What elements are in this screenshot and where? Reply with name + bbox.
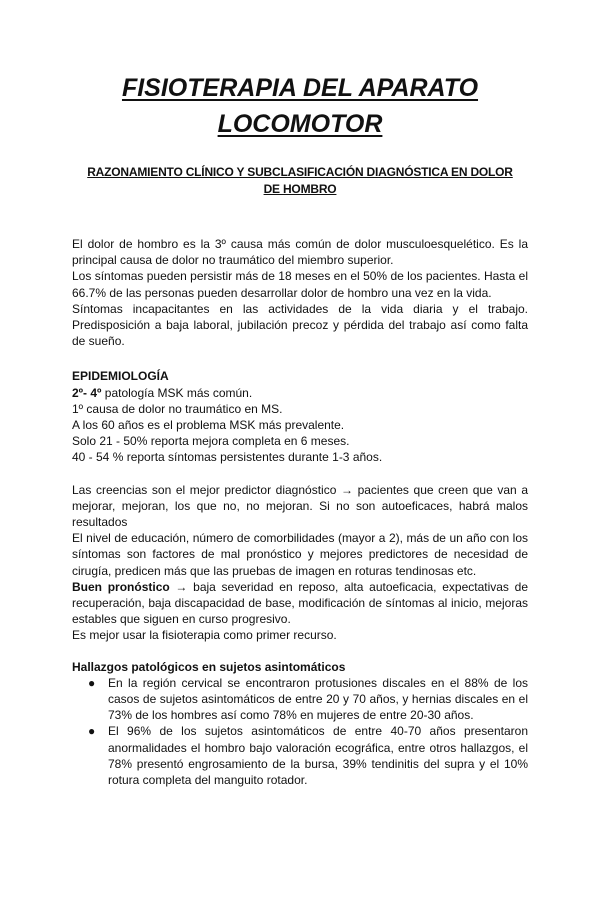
bullet-icon: ● (88, 675, 96, 690)
good-prognosis-label: Buen pronóstico (72, 579, 170, 594)
epidemiology-list (72, 385, 528, 466)
intro-paragraph-2: Los síntomas pueden persistir más de 18 meses en el 50% de los pacientes. Hasta el 66.7% de las personas pueden desarrollar dolor de hombro una vez en la vida. (72, 269, 528, 300)
beliefs-paragraph: Las creencias son el mejor predictor diagnóstico → pacientes que creen que van a mejorar, mejoran, los que no, no mejoran. Si no son autoeficaces, habrá malos resultados (72, 482, 528, 530)
epidemiology-item-4: Solo 21 - 50% reporta mejora completa en 6 meses. (72, 434, 350, 449)
findings-item-2 (72, 723, 528, 788)
findings-heading: Hallazgos patológicos en sujetos asintomáticos (72, 659, 346, 674)
document-title (72, 70, 528, 142)
findings-list (72, 675, 528, 788)
document-page (0, 70, 600, 918)
document-subtitle (82, 164, 518, 198)
epidemiology-item-1-text: patología MSK más común. (101, 385, 253, 400)
epidemiology-heading: EPIDEMIOLOGÍA (72, 369, 169, 384)
findings-item-1 (72, 675, 528, 724)
subtitle-line-1: RAZONAMIENTO CLÍNICO Y SUBCLASIFICACIÓN DIAGNÓSTICA EN DOLOR (87, 165, 513, 179)
prognosis-factors-paragraph: El nivel de educación, número de comorbilidades (mayor a 2), más de un año con los síntomas son factores de mal pronóstico y mejores predictores de necesidad de cirugía, predicen más que las pruebas de imagen en roturas tendinosas etc. (72, 531, 528, 578)
good-prognosis-paragraph (72, 579, 528, 628)
title-line-2: LOCOMOTOR (217, 110, 383, 138)
epidemiology-item-2: 1º causa de dolor no traumático en MS. (72, 401, 283, 416)
findings-item-1-text: En la región cervical se encontraron protusiones discales en el 88% de los casos de sujetos asintomáticos de entre 20 y 70 años, y hernias discales en el 73% de los hombres así como 78% en mujeres de entre 20-30 años. (108, 675, 528, 723)
good-prognosis-text: → baja severidad en reposo, alta autoeficacia, expectativas de recuperación, baja discapacidad de base, modificación de síntomas al inicio, mejoras estables que siguen en curso progresivo. (72, 579, 528, 627)
epidemiology-item-1 (72, 385, 528, 401)
intro-paragraph-3: Síntomas incapacitantes en las actividades de la vida diaria y el trabajo. Predisposición a baja laboral, jubilación precoz y pérdida del trabajo así como falta de sueño. (72, 301, 528, 349)
epidemiology-item-5: 40 - 54 % reporta síntomas persistentes durante 1-3 años. (72, 450, 383, 465)
subtitle-line-2: DE HOMBRO (263, 182, 337, 196)
title-line-1: FISIOTERAPIA DEL APARATO (121, 74, 479, 102)
bullet-icon: ● (88, 724, 96, 739)
physio-first-paragraph: Es mejor usar la fisioterapia como primer recurso. (72, 628, 337, 643)
prognosis-section (72, 482, 528, 644)
epidemiology-item-3: A los 60 años es el problema MSK más prevalente. (72, 418, 345, 433)
spacer (72, 466, 528, 482)
intro-paragraph-1: El dolor de hombro es la 3º causa más común de dolor musculoesquelético. Es la principal causa de dolor no traumático del miembro superior. (72, 237, 528, 268)
intro-section (72, 236, 528, 349)
spacer (72, 644, 528, 659)
findings-item-2-text: El 96% de los sujetos asintomáticos de entre 40-70 años presentaron anormalidades el hombro bajo valoración ecográfica, entre otros hallazgos, el 78% presentó engrosamiento de la bursa, 39% tendinitis del supra y el 10% rotura completa del manguito rotador. (108, 724, 528, 788)
epidemiology-item-1-bold: 2º- 4º (72, 385, 102, 400)
